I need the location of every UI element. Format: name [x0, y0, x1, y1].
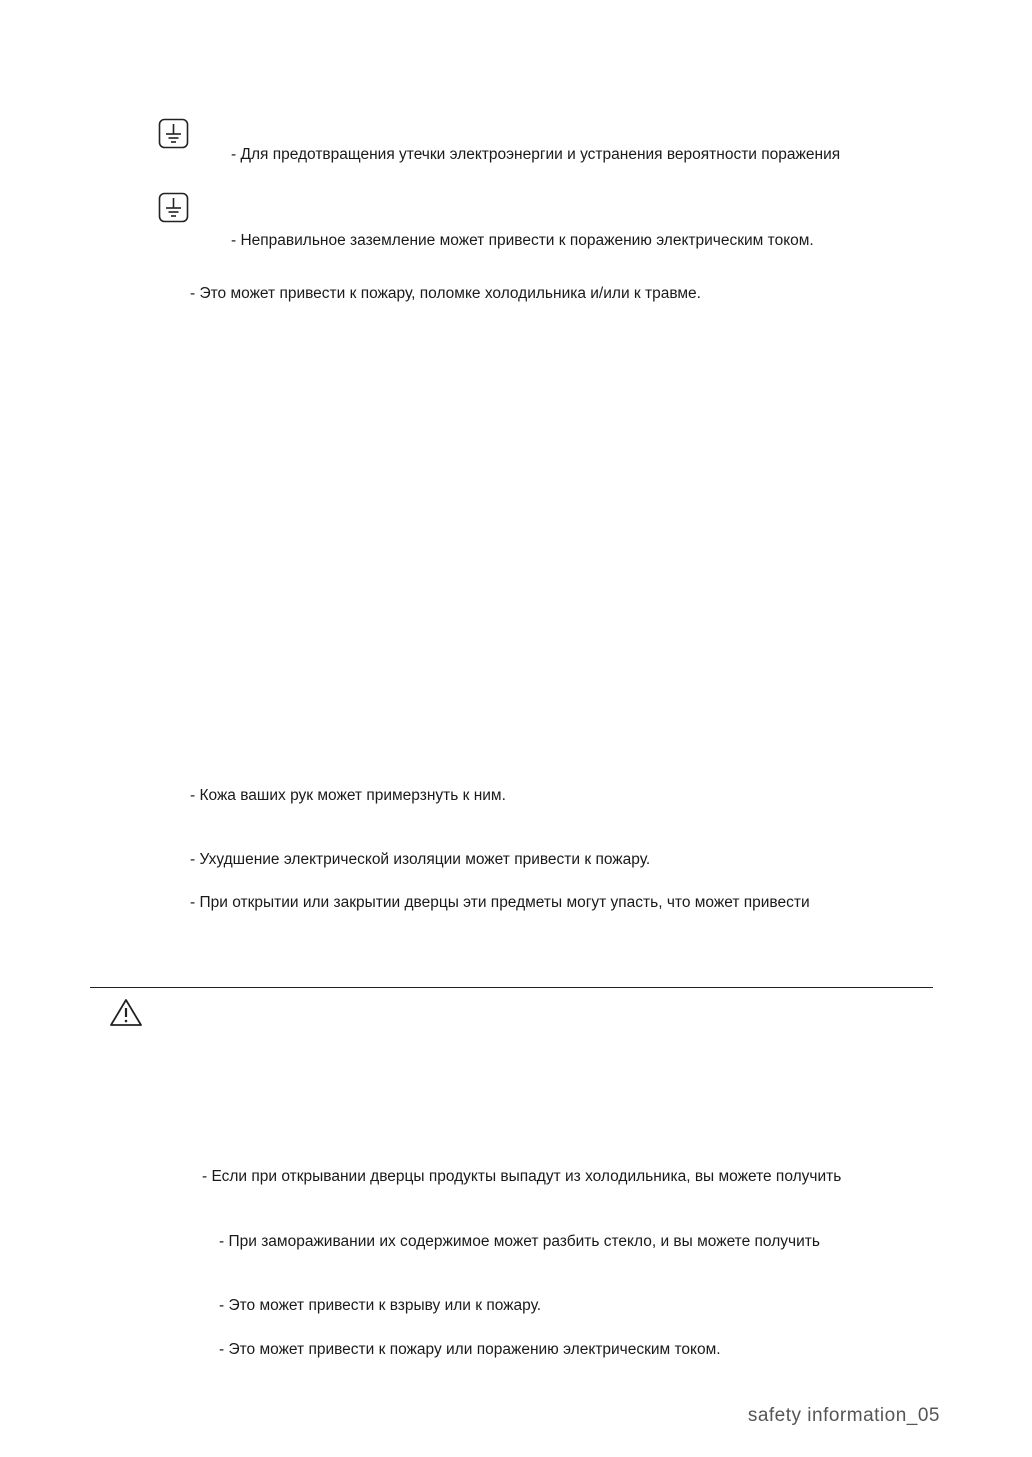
- note-line: - Это может привести к пожару, поломке холодильника и/или к травме.: [190, 285, 701, 302]
- page-number: _05: [906, 1405, 940, 1426]
- footer-label: safety information: [747, 1405, 907, 1426]
- note-line: - Это может привести к пожару или поражению электрическим током.: [219, 1341, 721, 1358]
- note-line: - Если при открывании дверцы продукты выпадут из холодильника, вы можете получить: [202, 1168, 842, 1185]
- note-line: - Неправильное заземление может привести к поражению электрическим током.: [231, 232, 814, 249]
- ground-icon: [158, 118, 189, 149]
- note-line: - Кожа ваших рук может примерзнуть к ним.: [190, 787, 506, 804]
- note-line: - При открытии или закрытии дверцы эти предметы могут упасть, что может привести: [190, 894, 810, 911]
- note-line: - Ухудшение электрической изоляции может привести к пожару.: [190, 851, 651, 868]
- warning-triangle-icon: [108, 997, 144, 1028]
- ground-icon: [158, 192, 189, 223]
- note-line: - Это может привести к взрыву или к пожару.: [219, 1297, 542, 1314]
- page-footer: [748, 1405, 940, 1427]
- note-line: - Для предотвращения утечки электроэнергии и устранения вероятности поражения: [231, 146, 841, 163]
- note-line: - При замораживании их содержимое может разбить стекло, и вы можете получить: [219, 1233, 820, 1250]
- section-divider: [90, 987, 933, 988]
